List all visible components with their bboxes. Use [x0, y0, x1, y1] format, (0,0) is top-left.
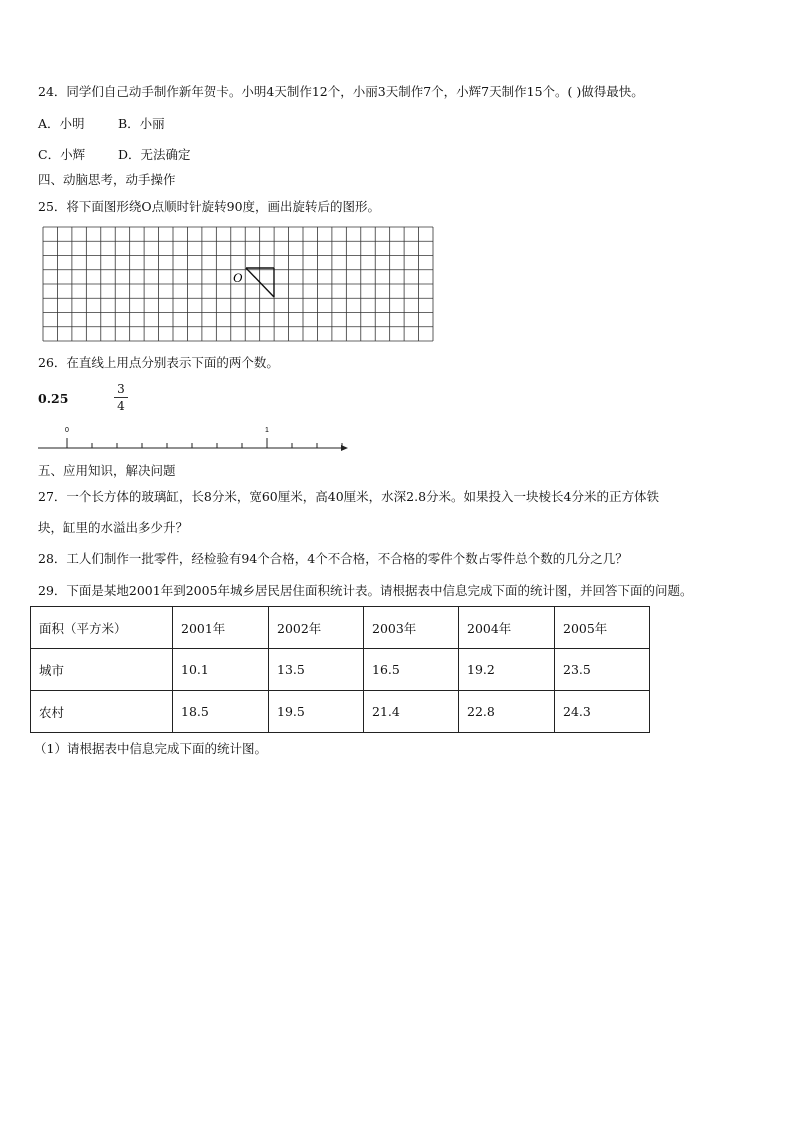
q26-text: 26．在直线上用点分别表示下面的两个数。 [38, 355, 279, 370]
table-cell: 24.3 [555, 691, 650, 733]
q29-sub1-text: （1）请根据表中信息完成下面的统计图。 [34, 741, 267, 756]
q24-option-c: C．小辉 [38, 147, 86, 162]
q26-number-line [36, 422, 352, 454]
table-cell: 21.4 [364, 691, 459, 733]
table-header-cell: 2003年 [364, 607, 459, 649]
table-row-label: 城市 [31, 649, 173, 691]
table-header-cell: 2002年 [269, 607, 364, 649]
table-header-cell: 面积（平方米） [31, 607, 173, 649]
table-header-row [31, 607, 650, 649]
table-cell: 23.5 [555, 649, 650, 691]
table-row [31, 649, 650, 691]
q26-fraction-denominator: 4 [117, 399, 125, 413]
q24-option-b: B．小丽 [118, 116, 165, 131]
table-cell: 16.5 [364, 649, 459, 691]
q26-fraction-numerator: 3 [117, 382, 125, 396]
table-cell: 10.1 [173, 649, 269, 691]
table-cell: 13.5 [269, 649, 364, 691]
q29-stats-table [30, 606, 650, 733]
q28-text: 28．工人们制作一批零件，经检验有94个合格，4个不合格，不合格的零件个数占零件总个数的几分之几？ [38, 551, 628, 566]
q26-tick-label-1: 1 [265, 427, 269, 434]
table-header-cell: 2004年 [459, 607, 555, 649]
q25-point-o: O [233, 270, 243, 285]
table-header-cell: 2005年 [555, 607, 650, 649]
q26-tick-label-0: 0 [65, 427, 69, 434]
q25-grid [42, 226, 434, 342]
table-cell: 18.5 [173, 691, 269, 733]
section5-heading: 五、应用知识，解决问题 [38, 463, 176, 478]
table-header-cell: 2001年 [173, 607, 269, 649]
q27-text-line1: 27．一个长方体的玻璃缸，长8分米，宽60厘米，高40厘米，水深2.8分米。如果投入一块棱长4分米的正方体铁 [38, 489, 660, 504]
q26-number-decimal: 0.25 [38, 391, 69, 406]
section4-heading: 四、动脑思考，动手操作 [38, 172, 176, 187]
q24-option-d: D．无法确定 [118, 147, 191, 162]
table-cell: 19.2 [459, 649, 555, 691]
q26-number-fraction [114, 382, 128, 413]
q24-option-a: A．小明 [38, 116, 85, 131]
table-cell: 22.8 [459, 691, 555, 733]
q25-text: 25．将下面图形绕O点顺时针旋转90度，画出旋转后的图形。 [38, 199, 381, 214]
q26-fraction-bar [114, 397, 128, 398]
q24-text: 24．同学们自己动手制作新年贺卡。小明4天制作12个，小丽3天制作7个，小辉7天制作15个。( )做得最快。 [38, 84, 644, 99]
q29-text: 29．下面是某地2001年到2005年城乡居民居住面积统计表。请根据表中信息完成下面的统计图，并回答下面的问题。 [38, 583, 693, 598]
table-row [31, 691, 650, 733]
table-cell: 19.5 [269, 691, 364, 733]
table-row-label: 农村 [31, 691, 173, 733]
q27-text-line2: 块，缸里的水溢出多少升？ [38, 520, 189, 535]
